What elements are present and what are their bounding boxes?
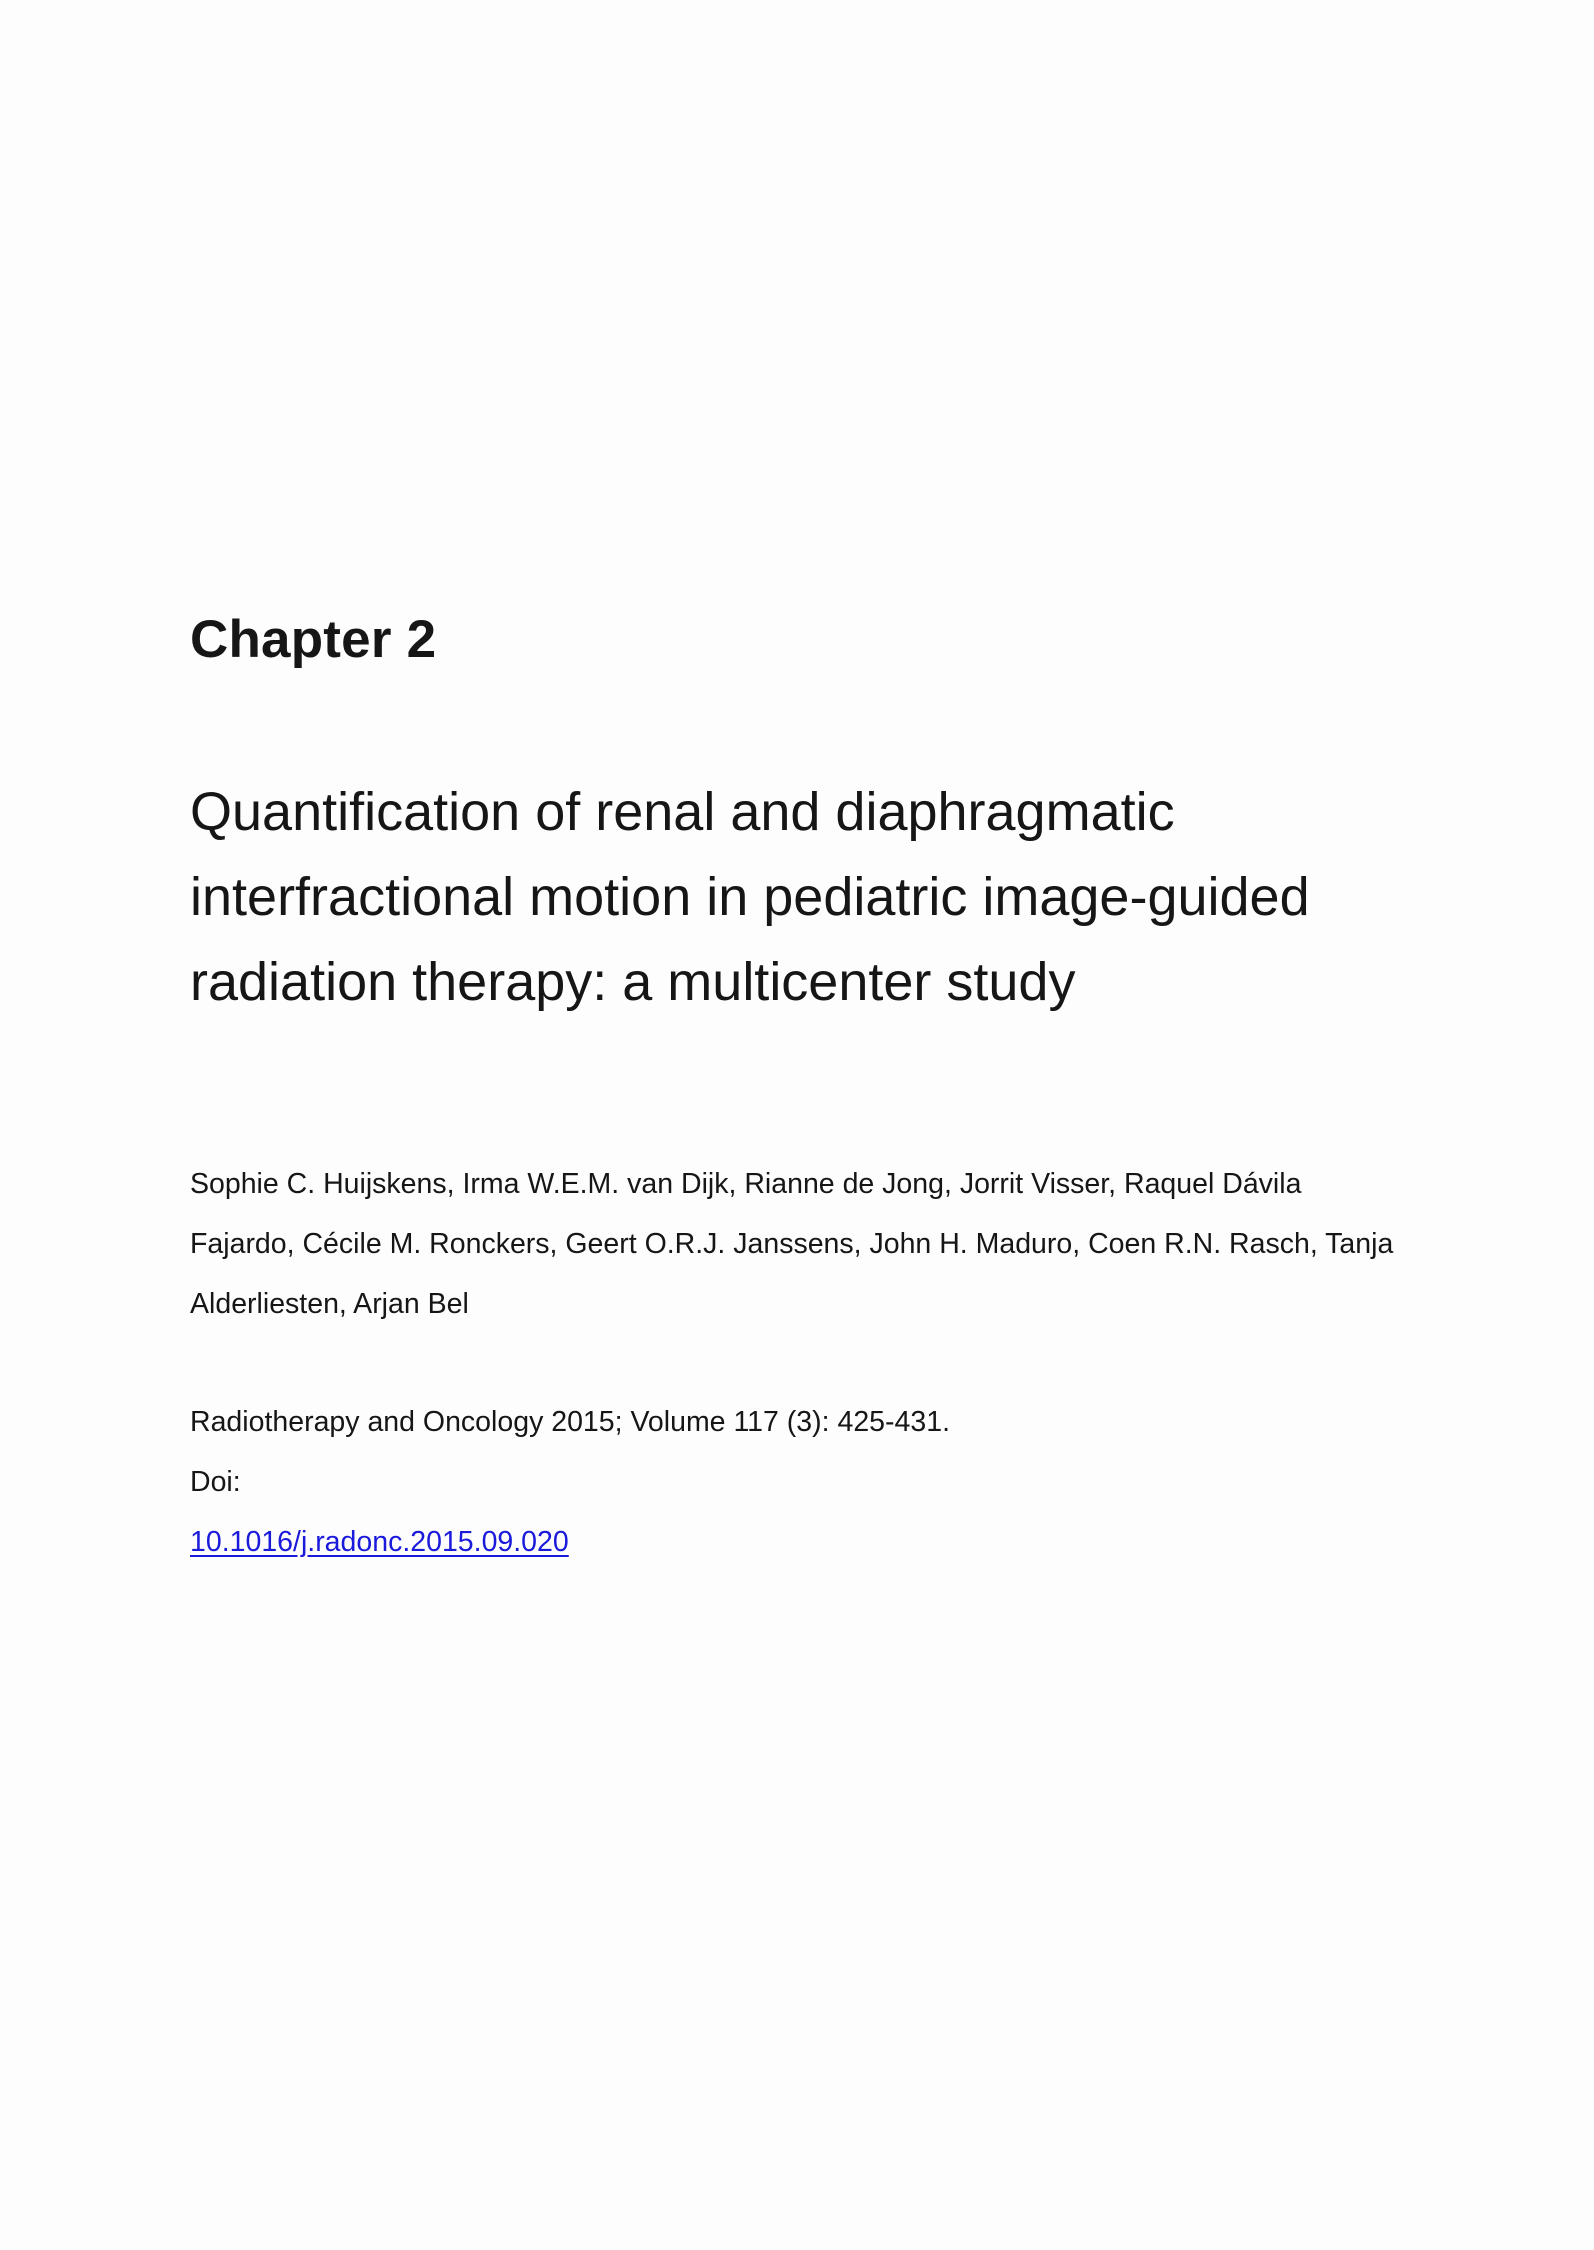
- author-list: [190, 1154, 1430, 1334]
- doi-line: [190, 1452, 1430, 1572]
- author-line-3: Alderliesten, Arjan Bel: [190, 1288, 469, 1320]
- title-line-1: Quantification of renal and diaphragmatic: [190, 782, 1175, 842]
- title-line-2: interfractional motion in pediatric image-guided: [190, 867, 1310, 927]
- author-line-2: Fajardo, Cécile M. Ronckers, Geert O.R.J. Janssens, John H. Maduro, Coen R.N. Rasch, Tanja: [190, 1228, 1394, 1260]
- doi-label: Doi:: [190, 1466, 241, 1498]
- citation-block: [190, 1392, 1430, 1572]
- journal-reference: Radiotherapy and Oncology 2015; Volume 117 (3): 425-431.: [190, 1406, 950, 1438]
- paper-title: [190, 770, 1430, 1025]
- chapter-heading: Chapter 2: [190, 610, 437, 669]
- title-line-3: radiation therapy: a multicenter study: [190, 952, 1076, 1012]
- doi-link[interactable]: 10.1016/j.radonc.2015.09.020: [190, 1526, 569, 1558]
- author-line-1: Sophie C. Huijskens, Irma W.E.M. van Dijk, Rianne de Jong, Jorrit Visser, Raquel Dávila: [190, 1168, 1302, 1200]
